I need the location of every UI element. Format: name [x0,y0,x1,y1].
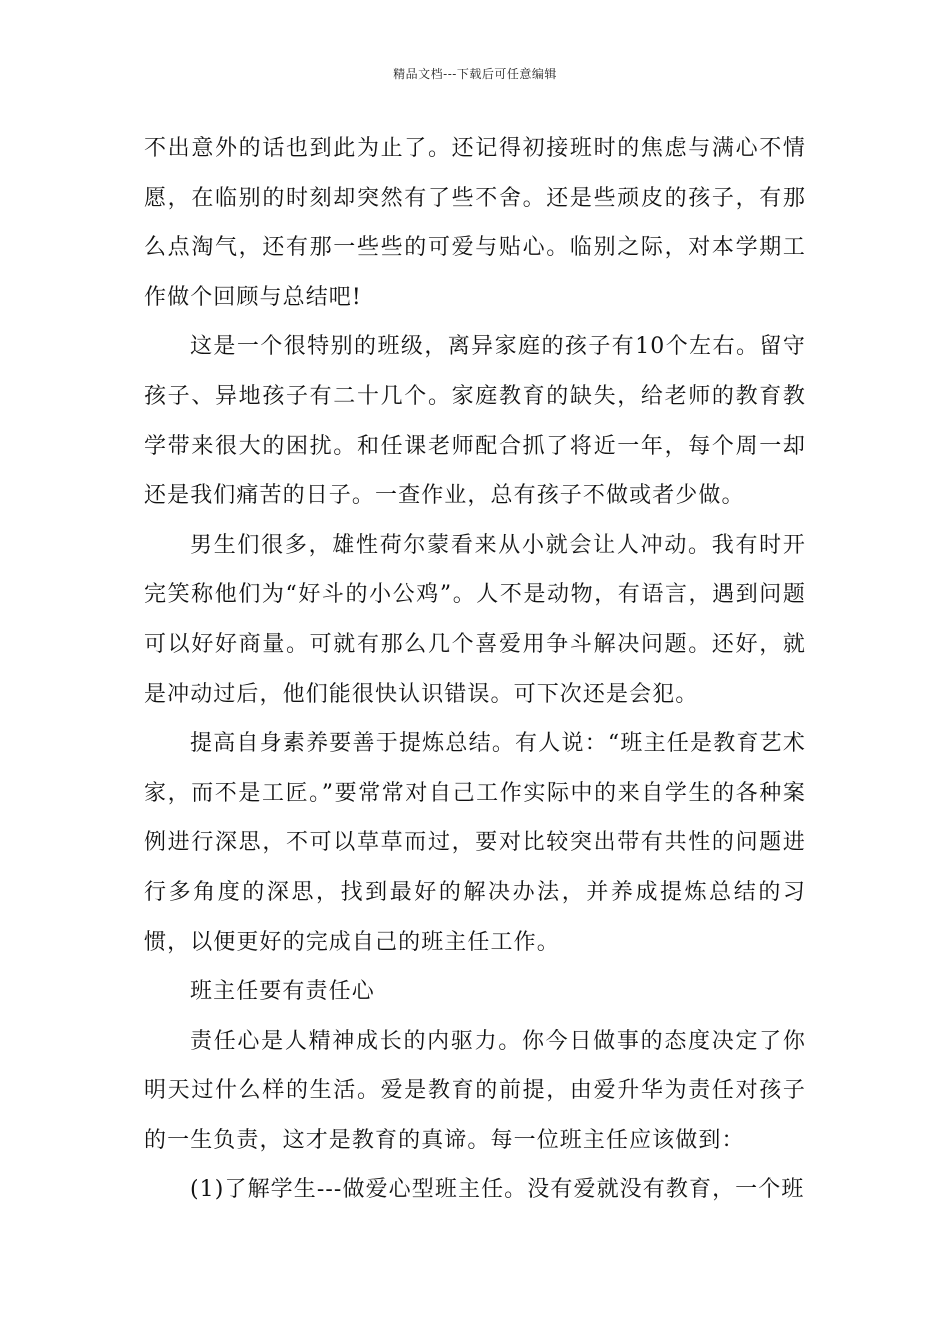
page-header: 精品文档---下载后可任意编辑 [393,67,557,81]
paragraph-boys: 男生们很多，雄性荷尔蒙看来从小就会让人冲动。我有时开完笑称他们为“好斗的小公鸡”。人不是动物，有语言，遇到问题可以好好商量。可就有那么几个喜爱用争斗解决问题。还好，就是冲动过后，他们能很快认识错误。可下次还是会犯。 [144,532,806,707]
paragraph-intro: 不出意外的话也到此为止了。还记得初接班时的焦虑与满心不情愿，在临别的时刻却突然有了些不舍。还是些顽皮的孩子，有那么点淘气，还有那一些些的可爱与贴心。临别之际，对本学期工作做个回顾与总结吧! [144,136,806,310]
paragraph-class-situation: 这是一个很特别的班级，离异家庭的孩子有10个左右。留守孩子、异地孩子有二十几个。家庭教育的缺失，给老师的教育教学带来很大的困扰。和任课老师配合抓了将近一年，每个周一却还是我们痛苦的日子。一查作业，总有孩子不做或者少做。 [144,334,806,509]
section-heading-responsibility: 班主任要有责任心 [190,979,375,1005]
paragraph-item-1: (1)了解学生---做爱心型班主任。没有爱就没有教育，一个班 [190,1177,805,1203]
paragraph-self-improvement: 提高自身素养要善于提炼总结。有人说：“班主任是教育艺术家，而不是工匠。”要常常对自己工作实际中的来自学生的各种案例进行深思，不可以草草而过，要对比较突出带有共性的问题进行多角度的深思，找到最好的解决办法，并养成提炼总结的习惯，以便更好的完成自己的班主任工作。 [144,731,806,955]
document-body [144,124,806,1215]
paragraph-responsibility: 责任心是人精神成长的内驱力。你今日做事的态度决定了你明天过什么样的生活。爱是教育的前提，由爱升华为责任对孩子的一生负责，这才是教育的真谛。每一位班主任应该做到： [144,1028,806,1153]
